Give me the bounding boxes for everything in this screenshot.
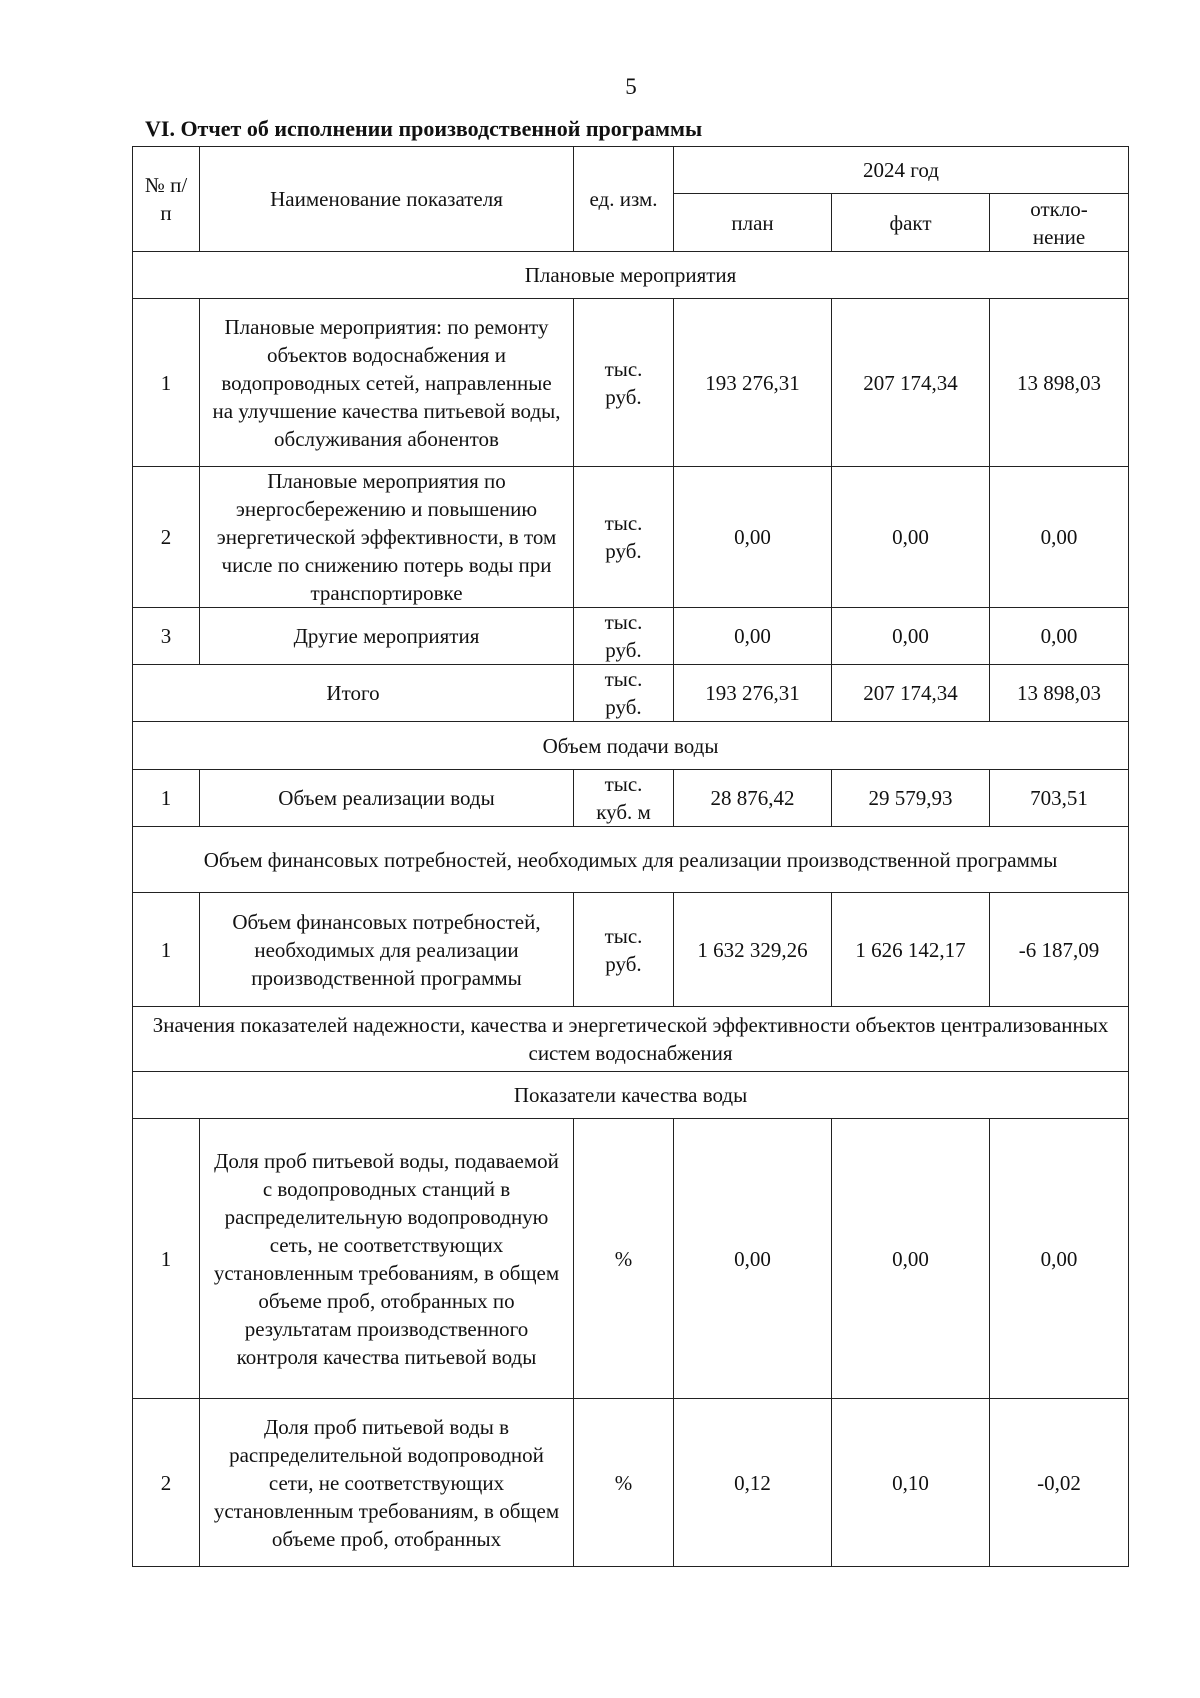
row-unit: тыс. руб. (574, 467, 674, 608)
row-name: Плановые мероприятия: по ремонту объектов водоснабжения и водопроводных сетей, направленные на улучшение качества питьевой воды, обслуживания абонентов (200, 299, 574, 467)
header-fact: факт (832, 194, 990, 252)
section-row (133, 1007, 1129, 1072)
row-fact: 29 579,93 (832, 770, 990, 827)
row-plan: 0,00 (674, 1119, 832, 1399)
row-num: 2 (133, 467, 200, 608)
total-deviation: 13 898,03 (990, 665, 1129, 722)
table-row (133, 770, 1129, 827)
row-unit: тыс. руб. (574, 299, 674, 467)
row-name: Плановые мероприятия по энергосбережению и повышению энергетической эффективности, в том числе по снижению потерь воды при транспортировке (200, 467, 574, 608)
row-plan: 193 276,31 (674, 299, 832, 467)
table-row (133, 1119, 1129, 1399)
row-num: 1 (133, 1119, 200, 1399)
row-plan: 1 632 329,26 (674, 893, 832, 1007)
row-deviation: -6 187,09 (990, 893, 1129, 1007)
row-plan: 28 876,42 (674, 770, 832, 827)
header-deviation: откло- нение (990, 194, 1129, 252)
total-unit: тыс. руб. (574, 665, 674, 722)
row-deviation: 703,51 (990, 770, 1129, 827)
row-deviation: 0,00 (990, 608, 1129, 665)
table-row (133, 299, 1129, 467)
row-num: 1 (133, 299, 200, 467)
row-num: 2 (133, 1399, 200, 1567)
section-row (133, 827, 1129, 893)
row-fact: 0,10 (832, 1399, 990, 1567)
row-fact: 1 626 142,17 (832, 893, 990, 1007)
header-year: 2024 год (674, 147, 1129, 194)
row-plan: 0,12 (674, 1399, 832, 1567)
row-deviation: 13 898,03 (990, 299, 1129, 467)
row-deviation: -0,02 (990, 1399, 1129, 1567)
table-row (133, 608, 1129, 665)
row-num: 1 (133, 770, 200, 827)
row-name: Доля проб питьевой воды, подаваемой с водопроводных станций в распределительную водопроводную сеть, не соответствующих установленным требованиям, в общем объеме проб, отобранных по результатам производственного контроля качества питьевой воды (200, 1119, 574, 1399)
section-reliability: Значения показателей надежности, качества и энергетической эффективности объектов централизованных систем водоснабжения (133, 1007, 1129, 1072)
row-fact: 0,00 (832, 1119, 990, 1399)
total-row (133, 665, 1129, 722)
total-label: Итого (133, 665, 574, 722)
row-deviation: 0,00 (990, 1119, 1129, 1399)
table-row (133, 893, 1129, 1007)
table-row (133, 1399, 1129, 1567)
row-unit: тыс. руб. (574, 893, 674, 1007)
row-num: 1 (133, 893, 200, 1007)
table-row (133, 467, 1129, 608)
header-plan: план (674, 194, 832, 252)
header-unit: ед. изм. (574, 147, 674, 252)
row-name: Объем финансовых потребностей, необходимых для реализации производственной программы (200, 893, 574, 1007)
row-fact: 207 174,34 (832, 299, 990, 467)
row-plan: 0,00 (674, 467, 832, 608)
section-row (133, 252, 1129, 299)
section-finance: Объем финансовых потребностей, необходимых для реализации производственной программы (133, 827, 1129, 893)
page-number: 5 (625, 74, 637, 99)
row-fact: 0,00 (832, 608, 990, 665)
row-unit: % (574, 1119, 674, 1399)
row-name: Доля проб питьевой воды в распределительной водопроводной сети, не соответствующих установленным требованиям, в общем объеме проб, отобранных (200, 1399, 574, 1567)
row-fact: 0,00 (832, 467, 990, 608)
section-row (133, 1072, 1129, 1119)
row-num: 3 (133, 608, 200, 665)
header-name: Наименование показателя (200, 147, 574, 252)
section-quality: Показатели качества воды (133, 1072, 1129, 1119)
row-deviation: 0,00 (990, 467, 1129, 608)
report-table (132, 146, 1129, 1567)
row-name: Объем реализации воды (200, 770, 574, 827)
row-unit: тыс. руб. (574, 608, 674, 665)
total-plan: 193 276,31 (674, 665, 832, 722)
total-fact: 207 174,34 (832, 665, 990, 722)
section-title: VI. Отчет об исполнении производственной программы (145, 116, 703, 141)
row-plan: 0,00 (674, 608, 832, 665)
header-num: № п/п (133, 147, 200, 252)
section-row (133, 722, 1129, 770)
table-header-row (133, 147, 1129, 194)
section-planned: Плановые мероприятия (133, 252, 1129, 299)
row-unit: тыс. куб. м (574, 770, 674, 827)
section-supply: Объем подачи воды (133, 722, 1129, 770)
row-unit: % (574, 1399, 674, 1567)
row-name: Другие мероприятия (200, 608, 574, 665)
